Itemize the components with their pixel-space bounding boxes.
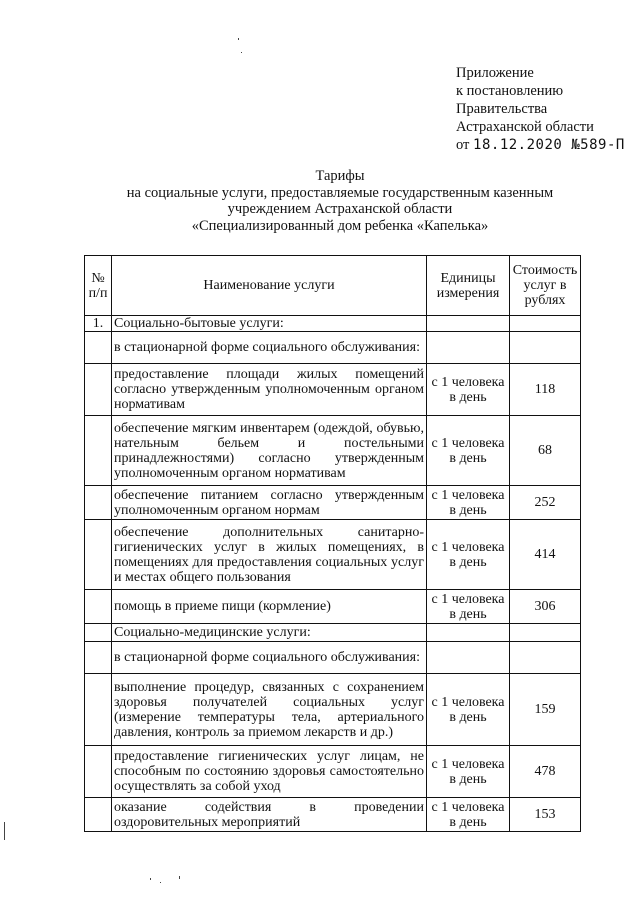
table-row xyxy=(85,364,581,416)
cell-name: обеспечение питанием согласно утвержденным уполномоченным органом нормам xyxy=(112,486,427,520)
cell-unit xyxy=(427,316,510,332)
annex-line: Правительства xyxy=(456,101,548,117)
title-line: учреждением Астраханской области xyxy=(227,201,453,217)
scan-speck xyxy=(179,876,180,879)
cell-num xyxy=(85,746,112,798)
cell-cost xyxy=(510,624,581,642)
cell-num xyxy=(85,798,112,832)
cell-num xyxy=(85,590,112,624)
cell-cost: 306 xyxy=(510,590,581,624)
tariff-table xyxy=(84,255,581,832)
cell-num xyxy=(85,674,112,746)
scan-speck xyxy=(4,822,5,840)
scan-speck xyxy=(241,52,242,53)
cell-unit: с 1 человека в день xyxy=(427,590,510,624)
cell-num xyxy=(85,520,112,590)
cell-unit xyxy=(427,624,510,642)
cell-num xyxy=(85,642,112,674)
table-row xyxy=(85,798,581,832)
annex-line: Астраханской области xyxy=(456,119,594,135)
table-row xyxy=(85,624,581,642)
annex-block xyxy=(456,64,625,154)
cell-name: оказание содействия в проведении оздоровительных мероприятий xyxy=(112,798,427,832)
cell-num xyxy=(85,624,112,642)
table-row xyxy=(85,590,581,624)
document-title xyxy=(90,168,590,234)
table-header-row xyxy=(85,256,581,316)
annex-date-line xyxy=(456,136,625,154)
cell-name: Социально-бытовые услуги: xyxy=(112,316,427,332)
cell-name: обеспечение дополнительных санитарно-гигиенических услуг в жилых помещениях, в помещениях для предоставления социальных услуг и местах общего пользования xyxy=(112,520,427,590)
cell-cost: 414 xyxy=(510,520,581,590)
table-row xyxy=(85,746,581,798)
cell-name: в стационарной форме социального обслуживания: xyxy=(112,642,427,674)
cell-cost: 478 xyxy=(510,746,581,798)
cell-name: выполнение процедур, связанных с сохранением здоровья получателей социальных услуг (измерение температуры тела, артериального давления, контроль за приемом лекарств и др.) xyxy=(112,674,427,746)
table-row xyxy=(85,520,581,590)
cell-cost: 118 xyxy=(510,364,581,416)
header-unit: Единицы измерения xyxy=(427,256,510,316)
date-prefix: от xyxy=(456,137,470,153)
cell-unit: с 1 человека в день xyxy=(427,674,510,746)
table-row xyxy=(85,486,581,520)
cell-unit xyxy=(427,642,510,674)
table-row xyxy=(85,674,581,746)
cell-name: помощь в приеме пищи (кормление) xyxy=(112,590,427,624)
cell-num xyxy=(85,486,112,520)
table-row xyxy=(85,416,581,486)
cell-unit: с 1 человека в день xyxy=(427,520,510,590)
cell-num xyxy=(85,364,112,416)
cell-unit: с 1 человека в день xyxy=(427,364,510,416)
cell-unit xyxy=(427,332,510,364)
cell-name: предоставление гигиенических услуг лицам, не способным по состоянию здоровья самостоятельно осуществлять за собой уход xyxy=(112,746,427,798)
cell-unit: с 1 человека в день xyxy=(427,416,510,486)
cell-name: в стационарной форме социального обслуживания: xyxy=(112,332,427,364)
cell-unit: с 1 человека в день xyxy=(427,798,510,832)
cell-num xyxy=(85,332,112,364)
cell-name: обеспечение мягким инвентарем (одеждой, обувью, нательным бельем и постельными принадлежностями) согласно утвержденным уполномоченным органом нормативам xyxy=(112,416,427,486)
cell-cost: 68 xyxy=(510,416,581,486)
header-name: Наименование услуги xyxy=(112,256,427,316)
title-line: «Специализированный дом ребенка «Капелька» xyxy=(191,217,489,234)
annex-line: к постановлению xyxy=(456,83,564,99)
title-line: Тарифы xyxy=(315,168,365,184)
cell-cost xyxy=(510,316,581,332)
cell-cost xyxy=(510,332,581,364)
cell-unit: с 1 человека в день xyxy=(427,746,510,798)
cell-num: 1. xyxy=(85,316,112,332)
decree-number: 18.12.2020 №589-П xyxy=(473,137,625,153)
table-row xyxy=(85,332,581,364)
cell-cost: 153 xyxy=(510,798,581,832)
scan-speck xyxy=(160,882,161,883)
annex-line: Приложение xyxy=(456,65,534,81)
table-row xyxy=(85,316,581,332)
cell-cost: 252 xyxy=(510,486,581,520)
table-row xyxy=(85,642,581,674)
cell-num xyxy=(85,416,112,486)
title-line: на социальные услуги, предоставляемые государственным казенным xyxy=(126,184,554,201)
scan-speck xyxy=(238,38,239,40)
cell-cost xyxy=(510,642,581,674)
header-cost: Стоимость услуг в рублях xyxy=(510,256,581,316)
cell-unit: с 1 человека в день xyxy=(427,486,510,520)
cell-name: Социально-медицинские услуги: xyxy=(112,624,427,642)
header-num: № п/п xyxy=(85,256,112,316)
cell-cost: 159 xyxy=(510,674,581,746)
scan-speck xyxy=(150,878,151,880)
cell-name: предоставление площади жилых помещений согласно утвержденным уполномоченным органом нормативам xyxy=(112,364,427,416)
